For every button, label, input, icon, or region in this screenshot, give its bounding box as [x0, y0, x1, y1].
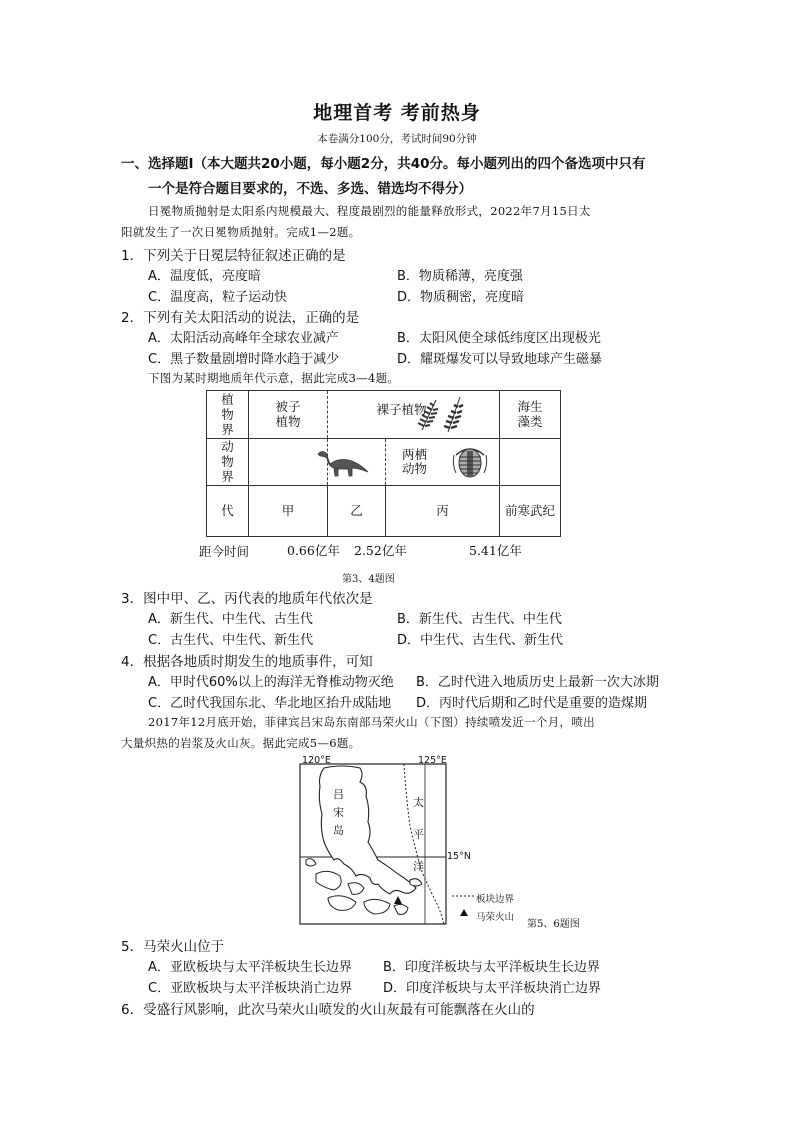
section-heading-line1: 一、选择题I（本大题共20小题，每小题2分，共40分。每小题列出的四个备选项中只有	[121, 156, 646, 172]
cell-algae: 海生藻类	[500, 391, 561, 439]
map-label-luzon-1: 吕	[333, 788, 344, 801]
page-title: 地理首考 考前热身	[313, 102, 481, 124]
cell-animal-empty-2	[500, 439, 561, 486]
fern-image	[414, 394, 472, 434]
q4-option-b: B．乙时代进入地质历史上最新一次大冰期	[416, 675, 659, 690]
map-label-pacific-1: 太	[413, 796, 424, 809]
passage3-line2: 大量炽热的岩浆及火山灰。据此完成5—6题。	[121, 736, 361, 750]
map-label-luzon-2: 宋	[333, 806, 344, 819]
map-lon-125: 125°E	[418, 755, 447, 766]
map-lon-120: 120°E	[302, 755, 331, 766]
map-label-pacific-3: 洋	[413, 860, 424, 873]
cell-gymnosperm: 裸子植物	[328, 391, 500, 439]
q5-option-d: D．印度洋板块与太平洋板块消亡边界	[383, 981, 602, 996]
q2-option-d: D．耀斑爆发可以导致地球产生磁暴	[397, 352, 603, 367]
cell-era-yi: 乙	[328, 486, 386, 537]
q3-option-b: B．新生代、古生代、中生代	[397, 612, 562, 627]
passage1-line2: 阳就发生了一次日冕物质抛射。完成1—2题。	[121, 225, 361, 239]
time-axis-label: 距今时间	[199, 544, 250, 559]
cell-era-jia: 甲	[249, 486, 328, 537]
passage3-line1: 2017年12月底开始，菲律宾吕宋岛东南部马荣火山（下图）持续喷发近一个月，喷出	[148, 715, 595, 729]
q2-stem: 2．下列有关太阳活动的说法，正确的是	[121, 310, 360, 326]
trilobite-image	[450, 443, 490, 483]
row-head-era: 代	[207, 486, 249, 537]
q2-option-c: C．黑子数量剧增时降水趋于减少	[148, 352, 340, 367]
map-label-luzon-3: 岛	[333, 824, 344, 837]
q1-option-d: D．物质稠密，亮度暗	[397, 290, 525, 305]
legend-plate-boundary: 板块边界	[476, 894, 515, 905]
q3-option-c: C．古生代、中生代、新生代	[148, 633, 314, 648]
q6-stem: 6．受盛行风影响，此次马荣火山喷发的火山灰最有可能飘落在火山的	[121, 1002, 535, 1018]
q3-option-a: A．新生代、中生代、古生代	[148, 612, 313, 627]
q5-option-a: A．亚欧板块与太平洋板块生长边界	[148, 960, 352, 975]
legend-volcano: 马荣火山	[476, 912, 515, 923]
q3-option-d: D．中生代、古生代、新生代	[397, 633, 564, 648]
time-tick-1: 0.66亿年	[287, 543, 340, 558]
cell-era-bing: 丙	[386, 486, 500, 537]
passage1-line1: 日冕物质抛射是太阳系内规模最大、程度最剧烈的能量释放形式，2022年7月15日太	[148, 204, 591, 218]
time-tick-3: 5.41亿年	[469, 543, 522, 558]
row-head-plants: 植物界	[207, 391, 249, 439]
cell-era-precambrian: 前寒武纪	[500, 486, 561, 537]
map-lat-15: 15°N	[447, 851, 471, 862]
q5-stem: 5．马荣火山位于	[121, 939, 225, 955]
q2-option-a: A．太阳活动高峰年全球农业减产	[148, 331, 339, 346]
q1-option-c: C．温度高，粒子运动快	[148, 290, 288, 305]
q4-option-d: D．丙时代后期和乙时代是重要的造煤期	[416, 696, 648, 711]
table-caption: 第3、4题图	[342, 574, 395, 585]
page-subtitle: 本卷满分100分，考试时间90分钟	[317, 133, 477, 145]
q2-option-b: B．太阳风使全球低纬度区出现极光	[397, 331, 601, 346]
q1-stem: 1．下列关于日冕层特征叙述正确的是	[121, 248, 346, 264]
cell-angiosperm: 被子植物	[249, 391, 328, 439]
q3-stem: 3．图中甲、乙、丙代表的地质年代依次是	[121, 591, 373, 607]
q5-option-b: B．印度洋板块与太平洋板块生长边界	[383, 960, 600, 975]
q1-option-a: A．温度低，亮度暗	[148, 269, 261, 284]
cell-amphibian: 两栖动物	[386, 439, 500, 486]
q4-option-c: C．乙时代我国东北、华北地区抬升成陆地	[148, 696, 392, 711]
dinosaur-image	[316, 448, 370, 478]
map-caption: 第5、6题图	[527, 919, 580, 930]
q5-option-c: C．亚欧板块与太平洋板块消亡边界	[148, 981, 353, 996]
geologic-time-table	[206, 390, 561, 537]
passage2: 下图为某时期地质年代示意，据此完成3—4题。	[148, 371, 400, 385]
q4-stem: 4．根据各地质时期发生的地质事件，可知	[121, 654, 373, 670]
time-tick-2: 2.52亿年	[354, 543, 407, 558]
section-heading-line2: 一个是符合题目要求的，不选、多选、错选均不得分）	[148, 181, 472, 197]
q4-option-a: A．甲时代60%以上的海洋无脊椎动物灭绝	[148, 675, 394, 690]
row-head-animals: 动物界	[207, 439, 249, 486]
q1-option-b: B．物质稀薄，亮度强	[397, 269, 523, 284]
map-label-pacific-2: 平	[413, 828, 424, 841]
